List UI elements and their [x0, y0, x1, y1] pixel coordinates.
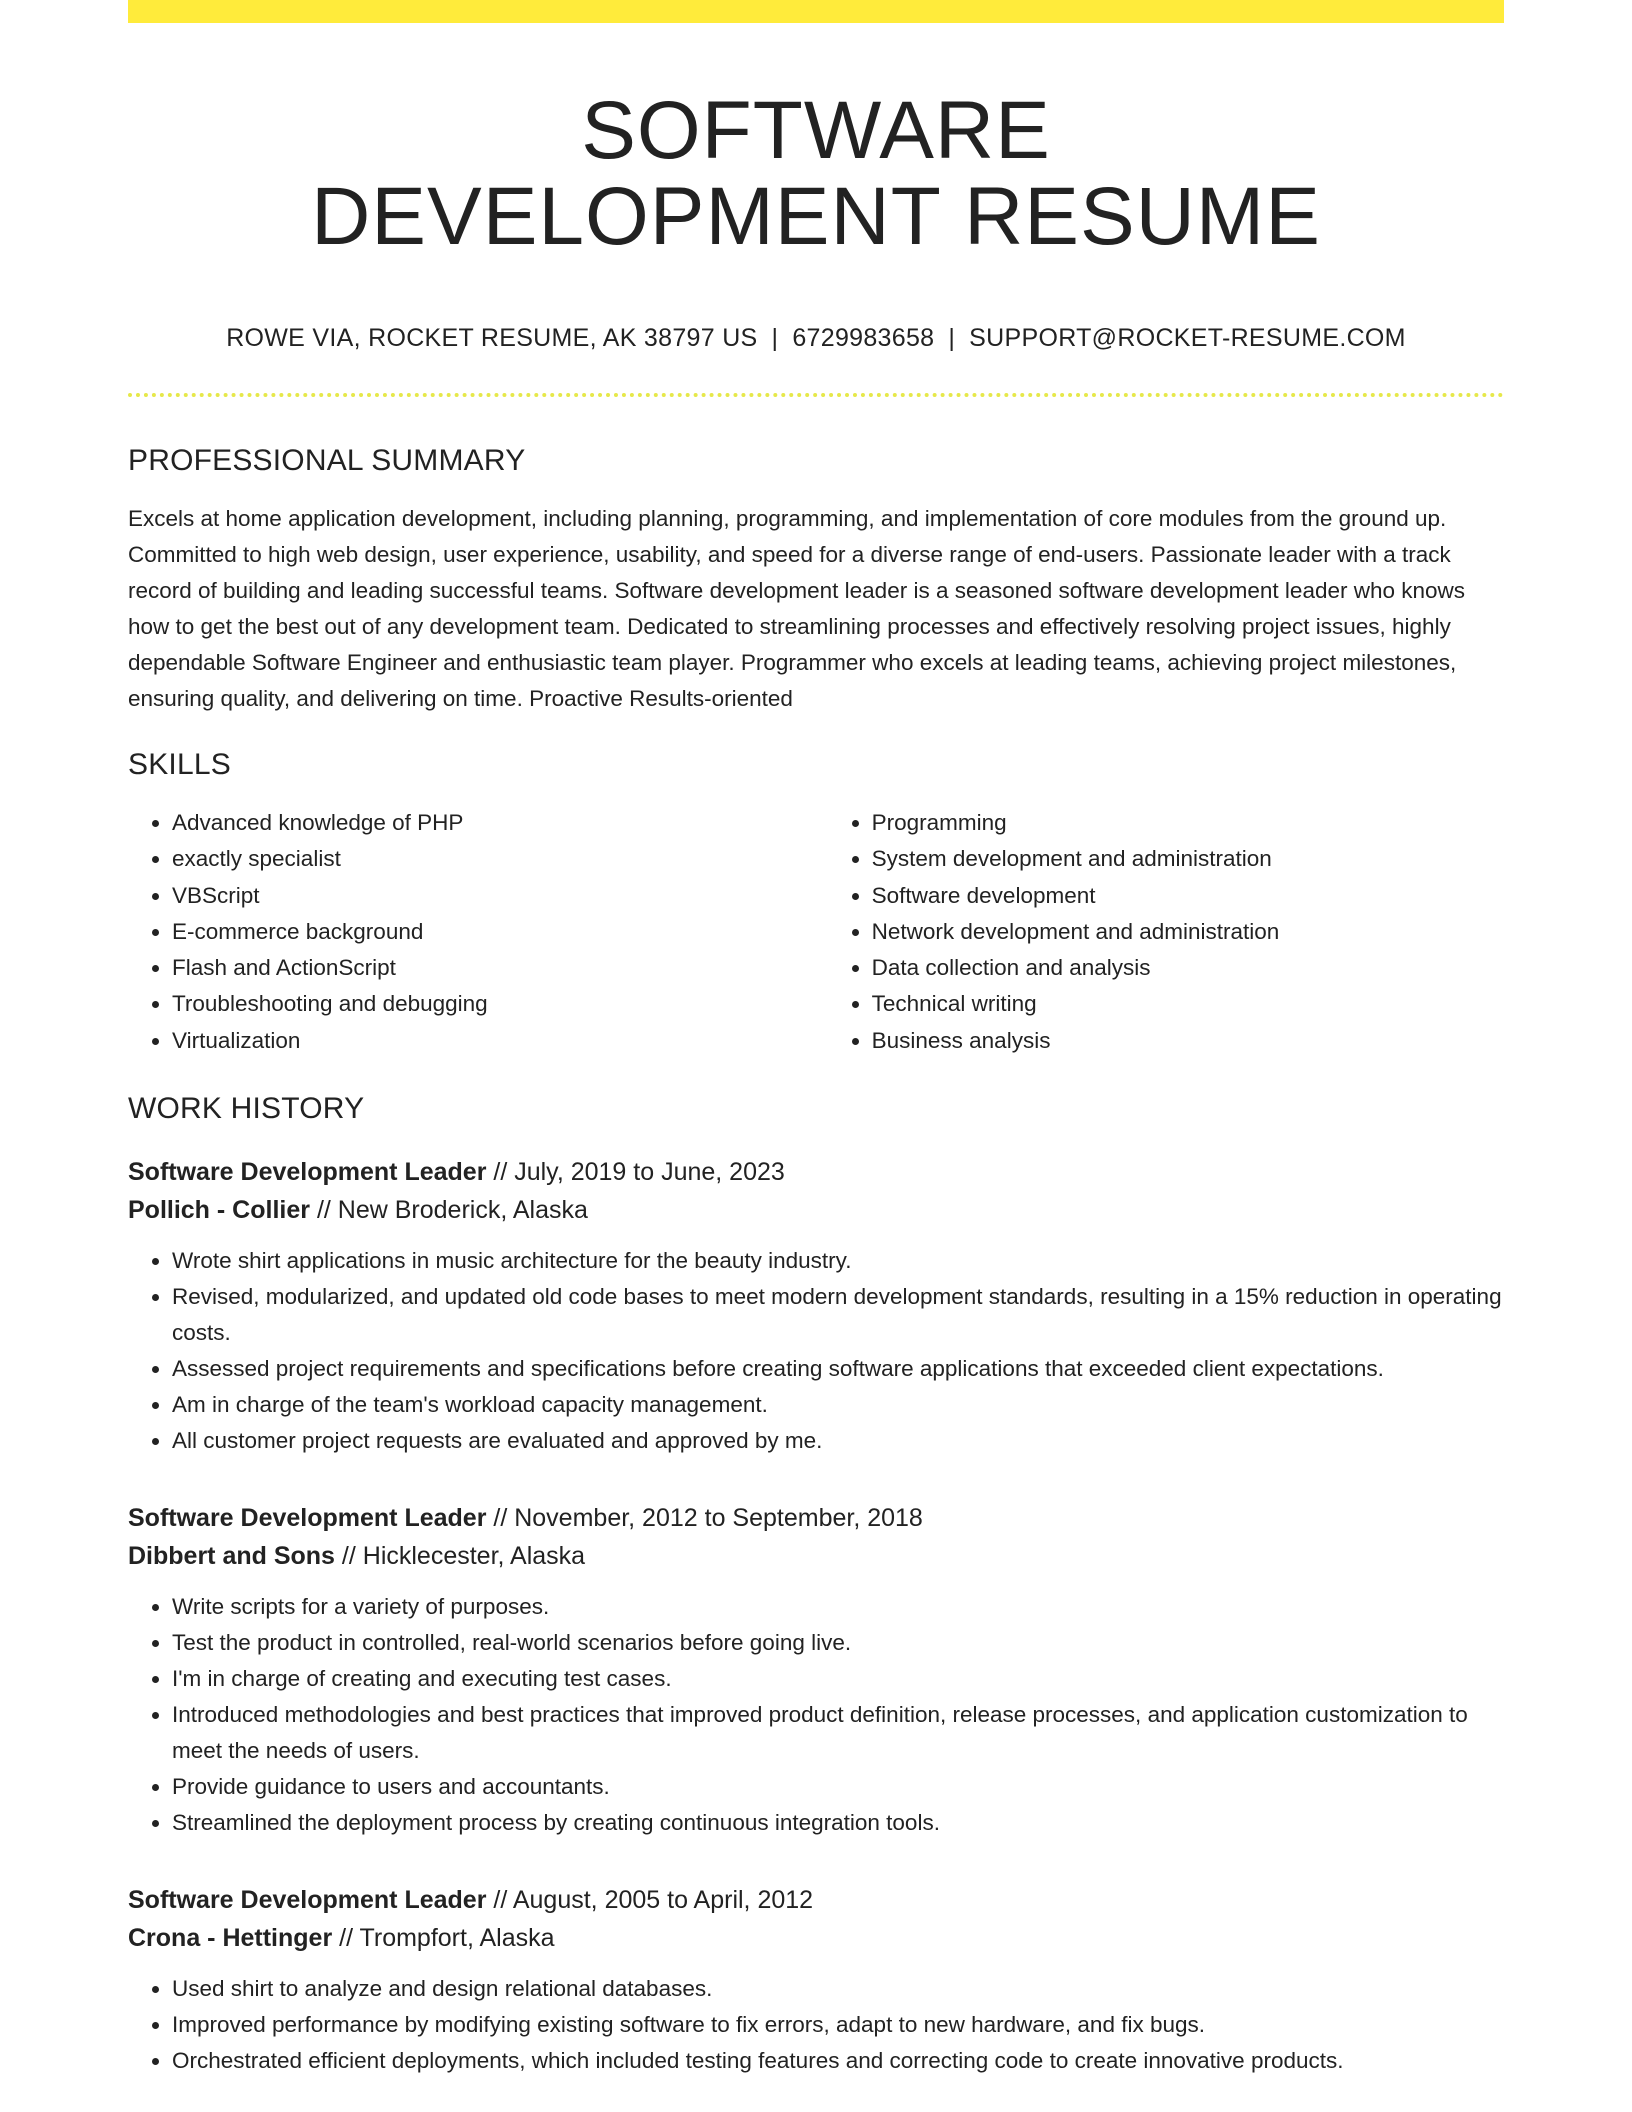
job-title-line	[128, 1499, 1504, 1537]
resume-page	[128, 0, 1504, 2079]
work-history-section	[128, 1091, 1504, 2079]
skills-list-left	[128, 805, 828, 1059]
job-bullet: • Streamlined the deployment process by creating continuous integration tools.	[172, 1805, 1504, 1841]
job-location: // Hicklecester, Alaska	[341, 1542, 586, 1571]
skill-item: • System development and administration	[872, 841, 1504, 877]
job-bullet: • Wrote shirt applications in music architecture for the beauty industry.	[172, 1243, 1504, 1279]
title-line: DEVELOPMENT RESUME	[311, 171, 1321, 262]
job-entry	[128, 1153, 1504, 1459]
skill-item: • Technical writing	[872, 986, 1504, 1022]
job-bullet: • Used shirt to analyze and design relational databases.	[172, 1971, 1504, 2007]
resume-title	[128, 85, 1504, 262]
job-company-line	[128, 1919, 1504, 1957]
job-location: // Trompfort, Alaska	[339, 1924, 555, 1953]
job-title: Software Development Leader	[128, 1158, 487, 1187]
job-bullet: • I'm in charge of creating and executing test cases.	[172, 1661, 1504, 1697]
skill-item: • Virtualization	[172, 1023, 828, 1059]
job-bullet: • Am in charge of the team's workload capacity management.	[172, 1387, 1504, 1423]
skill-item: • Business analysis	[872, 1023, 1504, 1059]
job-title: Software Development Leader	[128, 1504, 487, 1533]
summary-section	[128, 443, 1504, 717]
skills-list-right	[828, 805, 1504, 1059]
job-bullet: • All customer project requests are evaluated and approved by me.	[172, 1423, 1504, 1459]
job-bullet: • Improved performance by modifying existing software to fix errors, adapt to new hardware, and fix bugs.	[172, 2007, 1504, 2043]
job-title: Software Development Leader	[128, 1886, 487, 1915]
skill-item: • Software development	[872, 878, 1504, 914]
contact-separator: |	[948, 324, 956, 352]
contact-separator: |	[771, 324, 779, 352]
job-dates: // August, 2005 to April, 2012	[493, 1886, 814, 1915]
contact-phone: 6729983658	[792, 324, 935, 352]
work-history-heading: WORK HISTORY	[128, 1092, 365, 1126]
job-bullet: • Test the product in controlled, real-world scenarios before going live.	[172, 1625, 1504, 1661]
job-bullets	[128, 1589, 1504, 1841]
skill-item: • Data collection and analysis	[872, 950, 1504, 986]
contact-address: ROWE VIA, ROCKET RESUME, AK 38797 US	[226, 324, 758, 352]
title-line: SOFTWARE	[581, 85, 1051, 176]
summary-text: Excels at home application development, including planning, programming, and implementation of core modules from the ground up. Committed to high web design, user experience, usability, and speed for a diverse range of end-users. Passionate leader with a track record of building and leading successful teams. Software development leader is a seasoned software development leader who knows how to get the best out of any development team. Dedicated to streamlining processes and effectively resolving project issues, highly dependable Software Engineer and enthusiastic team player. Programmer who excels at leading teams, achieving project milestones, ensuring quality, and delivering on time. Proactive Results-oriented	[128, 506, 1466, 711]
job-title-line	[128, 1881, 1504, 1919]
dotted-divider	[128, 393, 1504, 397]
job-dates: // November, 2012 to September, 2018	[493, 1504, 923, 1533]
skill-item: • Advanced knowledge of PHP	[172, 805, 828, 841]
job-location: // New Broderick, Alaska	[316, 1196, 588, 1225]
job-bullet: • Revised, modularized, and updated old code bases to meet modern development standards, resulting in a 15% reduction in operating costs.	[172, 1279, 1504, 1351]
job-entry	[128, 1499, 1504, 1841]
job-company-line	[128, 1537, 1504, 1575]
job-bullet: • Provide guidance to users and accountants.	[172, 1769, 1504, 1805]
summary-heading: PROFESSIONAL SUMMARY	[128, 444, 526, 477]
skill-item: • exactly specialist	[172, 841, 828, 877]
job-bullet: • Introduced methodologies and best practices that improved product definition, release processes, and application customization to meet the needs of users.	[172, 1697, 1504, 1769]
skill-item: • VBScript	[172, 878, 828, 914]
skills-section	[128, 747, 1504, 1059]
job-bullets	[128, 1971, 1504, 2079]
skill-item: • Flash and ActionScript	[172, 950, 828, 986]
skill-item: • Troubleshooting and debugging	[172, 986, 828, 1022]
skill-item: • E-commerce background	[172, 914, 828, 950]
job-bullets	[128, 1243, 1504, 1459]
job-company-line	[128, 1191, 1504, 1229]
contact-email: SUPPORT@ROCKET-RESUME.COM	[969, 324, 1406, 352]
skills-heading: SKILLS	[128, 748, 231, 781]
skills-columns	[128, 805, 1504, 1059]
job-bullet: • Write scripts for a variety of purposes.	[172, 1589, 1504, 1625]
jobs-list	[128, 1153, 1504, 2079]
job-bullet: • Orchestrated efficient deployments, which included testing features and correcting code to create innovative products.	[172, 2043, 1504, 2079]
job-entry	[128, 1881, 1504, 2079]
job-company: Crona - Hettinger	[128, 1924, 333, 1953]
skill-item: • Programming	[872, 805, 1504, 841]
job-company: Pollich - Collier	[128, 1196, 310, 1225]
job-company: Dibbert and Sons	[128, 1542, 335, 1571]
job-bullet: • Assessed project requirements and specifications before creating software applications that exceeded client expectations.	[172, 1351, 1504, 1387]
contact-line	[128, 324, 1504, 353]
top-accent-bar	[128, 0, 1504, 23]
skill-item: • Network development and administration	[872, 914, 1504, 950]
job-dates: // July, 2019 to June, 2023	[493, 1158, 785, 1187]
job-title-line	[128, 1153, 1504, 1191]
